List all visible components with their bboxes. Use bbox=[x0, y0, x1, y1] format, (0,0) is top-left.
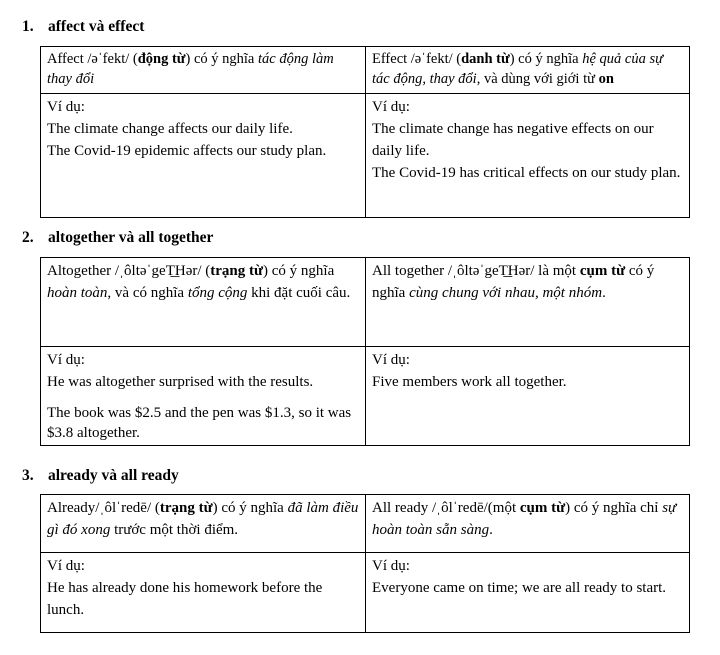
example-effect bbox=[366, 94, 690, 218]
example-all-ready bbox=[366, 553, 690, 633]
definition-affect: Affect /əˈfekt/ (động từ) có ý nghĩa tác động làm thay đổi bbox=[41, 47, 366, 94]
example-label: Ví dụ: bbox=[372, 558, 410, 574]
definition-all-together: All together /ˌôltəˈgeT͟Hər/ là một cụm từ có ý nghĩa cùng chung với nhau, một nhóm. bbox=[366, 258, 690, 347]
example-label: Ví dụ: bbox=[47, 352, 85, 368]
example-sentence: He was altogether surprised with the results. bbox=[47, 374, 314, 390]
section-1-heading bbox=[22, 18, 144, 36]
example-sentence: The Covid-19 has critical effects on our study plan. bbox=[372, 165, 681, 181]
section-3-table bbox=[40, 494, 690, 633]
section-1-table bbox=[40, 46, 690, 218]
example-sentence: The climate change affects our daily life. bbox=[47, 121, 293, 137]
example-label: Ví dụ: bbox=[47, 558, 85, 574]
section-title: already và all ready bbox=[48, 467, 179, 484]
section-title: affect và effect bbox=[48, 18, 145, 35]
example-sentence: He has already done his homework before the lunch. bbox=[47, 580, 323, 618]
example-sentence: The book was $2.5 and the pen was $1.3, so it was $3.8 altogether. bbox=[47, 405, 352, 441]
section-2-heading bbox=[22, 229, 213, 247]
example-affect bbox=[41, 94, 366, 218]
example-label: Ví dụ: bbox=[47, 99, 85, 115]
section-number: 3. bbox=[22, 467, 34, 484]
example-label: Ví dụ: bbox=[372, 99, 410, 115]
example-sentence: Five members work all together. bbox=[372, 374, 567, 390]
example-sentence: Everyone came on time; we are all ready to start. bbox=[372, 580, 667, 596]
example-all-together bbox=[366, 347, 690, 446]
section-2-table bbox=[40, 257, 690, 446]
definition-all-ready: All ready /ˌôlˈredē/(một cụm từ) có ý nghĩa chỉ sự hoàn toàn sẵn sàng. bbox=[366, 495, 690, 553]
section-3-heading bbox=[22, 467, 179, 485]
example-already bbox=[41, 553, 366, 633]
definition-effect: Effect /əˈfekt/ (danh từ) có ý nghĩa hệ quả của sự tác động, thay đổi, và dùng với giới từ on bbox=[366, 47, 690, 94]
example-sentence: The Covid-19 epidemic affects our study plan. bbox=[47, 143, 327, 159]
section-title: altogether và all together bbox=[48, 229, 214, 246]
example-label: Ví dụ: bbox=[372, 352, 410, 368]
example-sentence: The climate change has negative effects on our daily life. bbox=[372, 121, 654, 159]
definition-altogether: Altogether /ˌôltəˈgeT͟Hər/ (trạng từ) có ý nghĩa hoàn toàn, và có nghĩa tổng cộng khi đặt cuối câu. bbox=[41, 258, 366, 347]
example-altogether bbox=[41, 347, 366, 446]
section-number: 1. bbox=[22, 18, 34, 35]
section-number: 2. bbox=[22, 229, 34, 246]
definition-already: Already/ˌôlˈredē/ (trạng từ) có ý nghĩa đã làm điều gì đó xong trước một thời điểm. bbox=[41, 495, 366, 553]
